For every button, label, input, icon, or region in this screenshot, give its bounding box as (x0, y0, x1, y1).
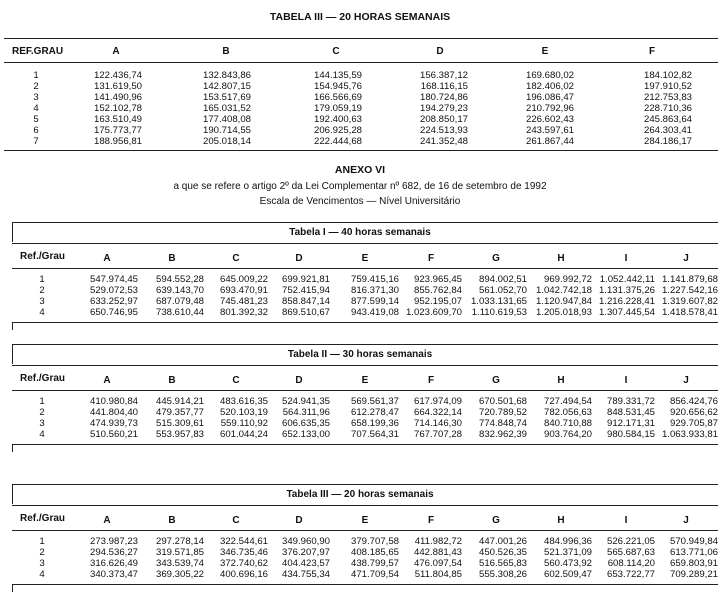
table-2-cell: 520.103,19 (219, 407, 268, 418)
table-1-cell: 1.307.445,54 (598, 307, 655, 318)
table-3-grau: 3 (39, 558, 45, 569)
table-2-cell: 664.322,14 (413, 407, 462, 418)
table-3-cell: 316.626,49 (89, 558, 138, 569)
table-3-cell: 653.722,77 (606, 569, 655, 580)
table-1-row-header: Ref./Grau (20, 251, 66, 262)
table-1-cell: 752.415,94 (281, 285, 330, 296)
table-2-cell: 929.705,87 (669, 418, 718, 429)
table-3-grau: 2 (39, 547, 45, 558)
table-3-cell: 526.221,05 (606, 536, 655, 547)
table-3-col-header: F (427, 515, 435, 526)
table-2-cell: 553.957,83 (155, 429, 204, 440)
table-3-cell: 709.289,21 (669, 569, 718, 580)
table-1-col-header: H (557, 253, 565, 264)
table-1-bottom-tick (12, 322, 13, 330)
top-table-cell: 166.566,69 (313, 92, 362, 103)
table-1-col-header: A (103, 253, 111, 264)
table-2-col-header: C (232, 375, 240, 386)
table-3-title: Tabela III — 20 horas semanais (286, 489, 434, 500)
table-3-rule-title (12, 505, 718, 506)
table-3-cell: 379.707,58 (350, 536, 399, 547)
table-3-cell: 602.509,47 (543, 569, 592, 580)
table-1-cell: 869.510,67 (281, 307, 330, 318)
top-table-cell: 197.910,52 (643, 81, 692, 92)
table-1-cell: 1.052.442,11 (599, 274, 655, 285)
table-1-cell: 858.847,14 (281, 296, 330, 307)
table-1-cell: 1.110.619,53 (471, 307, 527, 318)
top-table-cell: 224.513,93 (419, 125, 468, 136)
table-1-cell: 1.319.607,82 (661, 296, 718, 307)
table-3-col-header: H (557, 515, 565, 526)
top-table-cell: 192.400,63 (313, 114, 362, 125)
top-table-cell: 188.956,81 (93, 136, 142, 147)
table-3-cell: 511.804,85 (414, 569, 462, 580)
table-1-cell: 952.195,07 (413, 296, 462, 307)
table-1-cell: 687.079,48 (155, 296, 204, 307)
top-table-grau: 3 (33, 92, 39, 103)
table-3-cell: 404.423,57 (281, 558, 330, 569)
top-table-cell: 175.773,77 (93, 125, 142, 136)
table-2-cell: 479.357,77 (155, 407, 204, 418)
table-2-cell: 782.056,63 (543, 407, 592, 418)
table-1-cell: 816.371,30 (350, 285, 399, 296)
table-2-col-header: G (492, 375, 500, 386)
table-1-cell: 594.552,28 (155, 274, 204, 285)
top-table-cell: 177.408,08 (202, 114, 251, 125)
top-table-cell: 228.710,36 (643, 103, 692, 114)
top-table-cell: 180.724,86 (419, 92, 468, 103)
top-table-cell: 190.714,55 (202, 125, 251, 136)
table-1-cell: 1.131.375,26 (598, 285, 655, 296)
table-3-cell: 613.771,06 (669, 547, 718, 558)
top-table-cell: 222.444,68 (313, 136, 362, 147)
table-2-cell: 980.584,15 (606, 429, 655, 440)
top-table-cell: 208.850,17 (419, 114, 468, 125)
top-table-col-header: D (436, 46, 444, 57)
table-2-cell: 569.561,37 (350, 396, 399, 407)
top-table-grau: 4 (33, 103, 39, 114)
table-2-cell: 856.424,76 (669, 396, 718, 407)
top-table-cell: 163.510,49 (93, 114, 142, 125)
table-3-col-header: J (683, 515, 689, 526)
table-1-cell: 639.143,70 (155, 285, 204, 296)
table-2-cell: 920.656,62 (669, 407, 718, 418)
table-1-rule-header (12, 268, 718, 269)
table-1-cell: 1.216.228,41 (598, 296, 655, 307)
table-1-col-header: B (168, 253, 176, 264)
top-table-cell: 156.387,12 (419, 70, 468, 81)
table-2-cell: 483.616,35 (219, 396, 268, 407)
top-table-cell: 212.753,83 (643, 92, 692, 103)
table-2-cell: 474.939,73 (89, 418, 138, 429)
table-2-cell: 510.560,21 (89, 429, 138, 440)
table-1-rule-bottom (12, 322, 718, 323)
table-3-cell: 555.308,26 (478, 569, 527, 580)
table-3-cell: 369.305,22 (155, 569, 204, 580)
top-table-cell: 132.843,86 (202, 70, 251, 81)
table-2-col-header: H (557, 375, 565, 386)
top-table-cell: 243.597,61 (525, 125, 574, 136)
table-1-cell: 894.002,51 (478, 274, 527, 285)
table-1-rule-title (12, 243, 718, 244)
top-table-cell: 184.102,82 (643, 70, 692, 81)
top-table-col-header: B (222, 46, 230, 57)
table-2-cell: 612.278,47 (350, 407, 399, 418)
table-2-cell: 720.789,52 (478, 407, 527, 418)
top-table-cell: 168.116,15 (420, 81, 468, 92)
top-table-cell: 241.352,48 (419, 136, 468, 147)
table-3-col-header: G (492, 515, 500, 526)
table-3-grau: 4 (39, 569, 45, 580)
table-1-cell: 855.762,84 (413, 285, 462, 296)
table-3-cell: 319.571,85 (155, 547, 204, 558)
top-table-title: TABELA III — 20 HORAS SEMANAIS (269, 11, 451, 23)
table-1-cell: 1.141.879,68 (661, 274, 718, 285)
table-3-cell: 297.278,14 (155, 536, 204, 547)
top-table-cell: 179.059,19 (313, 103, 362, 114)
table-3-col-header: E (361, 515, 369, 526)
top-table-cell: 154.945,76 (313, 81, 362, 92)
table-3-cell: 565.687,63 (606, 547, 655, 558)
table-2-cell: 789.331,72 (606, 396, 655, 407)
table-1-grau: 2 (39, 285, 45, 296)
table-1-col-header: I (624, 253, 628, 264)
table-3-cell: 400.696,16 (219, 569, 268, 580)
top-table-cell: 142.807,15 (202, 81, 251, 92)
table-2-cell: 774.848,74 (478, 418, 527, 429)
table-3-cell: 476.097,54 (413, 558, 462, 569)
top-table-col-header: F (648, 46, 656, 57)
table-2-cell: 707.564,31 (350, 429, 399, 440)
table-3-cell: 570.949,84 (669, 536, 718, 547)
top-table-cell: 122.436,74 (93, 70, 142, 81)
table-1-cell: 699.921,81 (281, 274, 330, 285)
table-3-cell: 659.803,91 (669, 558, 718, 569)
table-1-col-header: G (492, 253, 500, 264)
table-3-grau: 1 (39, 536, 45, 547)
annex-heading: ANEXO VI (334, 164, 386, 176)
top-table-row-header: REF.GRAU (12, 46, 64, 57)
table-2-cell: 727.494,54 (543, 396, 592, 407)
table-1-cell: 1.023.609,70 (405, 307, 462, 318)
table-3-col-header: C (232, 515, 240, 526)
table-1-cell: 738.610,44 (155, 307, 204, 318)
table-1-cell: 745.481,23 (219, 296, 268, 307)
top-table-grau: 7 (33, 136, 39, 147)
table-1-cell: 1.227.542,16 (661, 285, 718, 296)
table-2-title: Tabela II — 30 horas semanais (287, 349, 433, 360)
table-1-cell: 547.974,45 (89, 274, 138, 285)
table-2-bottom-tick (12, 444, 13, 452)
table-2-col-header: D (295, 375, 303, 386)
top-table-rule-bottom (4, 150, 718, 151)
table-2-cell: 848.531,45 (606, 407, 655, 418)
table-1-grau: 4 (39, 307, 45, 318)
table-3-cell: 434.755,34 (281, 569, 330, 580)
table-3-cell: 343.539,74 (155, 558, 204, 569)
table-1-rule-top (12, 222, 718, 223)
table-1-col-header: F (427, 253, 435, 264)
table-2-col-header: I (624, 375, 628, 386)
top-table-cell: 205.018,14 (202, 136, 251, 147)
table-3-col-header: B (168, 515, 176, 526)
table-1-cell: 969.992,72 (543, 274, 592, 285)
top-table-cell: 165.031,52 (202, 103, 251, 114)
table-1-grau: 1 (39, 274, 45, 285)
table-1-col-header: D (295, 253, 303, 264)
annex-scale-description: Escala de Vencimentos — Nível Universitário (259, 196, 461, 207)
top-table-col-header: E (541, 46, 549, 57)
table-3-cell: 346.735,46 (219, 547, 268, 558)
top-table-grau: 6 (33, 125, 39, 136)
table-1-cell: 650.746,95 (89, 307, 138, 318)
top-table-col-header: C (332, 46, 340, 57)
table-3-cell: 442.881,43 (413, 547, 462, 558)
table-2-grau: 3 (39, 418, 45, 429)
table-1-cell: 759.415,16 (350, 274, 399, 285)
table-1-cell: 877.599,14 (350, 296, 399, 307)
table-2-cell: 652.133,00 (281, 429, 330, 440)
top-table-cell: 141.490,96 (93, 92, 142, 103)
table-2-rule-bottom (12, 444, 718, 445)
table-3-col-header: I (624, 515, 628, 526)
table-2-cell: 714.146,30 (413, 418, 462, 429)
table-3-cell: 273.987,23 (89, 536, 138, 547)
table-2-cell: 515.309,61 (155, 418, 204, 429)
table-2-cell: 767.707,28 (413, 429, 462, 440)
top-table-cell: 194.279,23 (419, 103, 468, 114)
table-2-cell: 445.914,21 (155, 396, 204, 407)
table-3-row-header: Ref./Grau (20, 513, 66, 524)
table-2-cell: 832.962,39 (478, 429, 527, 440)
top-table-cell: 169.680,02 (525, 70, 574, 81)
table-3-cell: 411.982,72 (414, 536, 462, 547)
table-3-cell: 450.526,35 (478, 547, 527, 558)
table-1-cell: 1.120.947,84 (535, 296, 592, 307)
table-2-cell: 559.110,92 (220, 418, 268, 429)
table-1-cell: 693.470,91 (219, 285, 268, 296)
table-3-cell: 372.740,62 (219, 558, 268, 569)
table-3-cell: 560.473,92 (543, 558, 592, 569)
table-2-rule-title (12, 365, 718, 366)
table-1-title: Tabela I — 40 horas semanais (289, 227, 431, 238)
table-2-cell: 410.980,84 (89, 396, 138, 407)
table-2-col-header: A (103, 375, 111, 386)
table-1-cell: 923.965,45 (413, 274, 462, 285)
top-table-cell: 245.863,64 (643, 114, 692, 125)
table-3-col-header: D (295, 515, 303, 526)
annex-law-reference: a que se refere o artigo 2º da Lei Complementar nº 682, de 16 de setembro de 1992 (173, 181, 547, 192)
table-1-cell: 1.033.131,65 (470, 296, 527, 307)
table-2-cell: 601.044,24 (219, 429, 268, 440)
top-table-cell: 131.619,50 (93, 81, 142, 92)
table-3-cell: 471.709,54 (350, 569, 399, 580)
table-1-col-header: E (361, 253, 369, 264)
table-2-col-header: B (168, 375, 176, 386)
table-3-cell: 294.536,27 (89, 547, 138, 558)
table-3-rule-bottom (12, 584, 718, 585)
table-1-cell: 943.419,08 (350, 307, 399, 318)
table-1-grau: 3 (39, 296, 45, 307)
table-2-grau: 1 (39, 396, 45, 407)
top-table-cell: 210.792,96 (525, 103, 574, 114)
table-1-cell: 1.418.578,41 (661, 307, 718, 318)
table-3-cell: 608.114,20 (607, 558, 655, 569)
table-3-col-header: A (103, 515, 111, 526)
table-1-cell: 801.392,32 (219, 307, 268, 318)
top-table-cell: 144.135,59 (313, 70, 362, 81)
table-2-rule-top (12, 344, 718, 345)
table-3-cell: 322.544,61 (219, 536, 268, 547)
table-2-col-header: F (427, 375, 435, 386)
table-2-grau: 4 (39, 429, 45, 440)
table-2-col-header: J (683, 375, 689, 386)
table-2-cell: 840.710,88 (543, 418, 592, 429)
table-3-cell: 484.996,36 (543, 536, 592, 547)
top-table-cell: 196.086,47 (525, 92, 574, 103)
table-2-cell: 606.635,35 (281, 418, 330, 429)
table-2-rule-header (12, 390, 718, 391)
table-2-cell: 1.063.933,81 (661, 429, 718, 440)
top-table-cell: 264.303,41 (643, 125, 692, 136)
table-3-cell: 447.001,26 (478, 536, 527, 547)
table-2-cell: 903.764,20 (543, 429, 592, 440)
table-1-cell: 561.052,70 (478, 285, 527, 296)
table-3-cell: 408.185,65 (350, 547, 399, 558)
table-2-cell: 564.311,96 (282, 407, 330, 418)
table-1-cell: 1.042.742,18 (535, 285, 592, 296)
top-table-cell: 226.602,43 (525, 114, 574, 125)
table-3-cell: 521.371,09 (543, 547, 592, 558)
table-1-cell: 633.252,97 (89, 296, 138, 307)
top-table-cell: 152.102,78 (93, 103, 142, 114)
top-table-col-header: A (112, 46, 120, 57)
table-3-cell: 376.207,97 (281, 547, 330, 558)
top-table-grau: 5 (33, 114, 39, 125)
table-2-row-header: Ref./Grau (20, 373, 66, 384)
table-3-cell: 438.799,57 (350, 558, 399, 569)
top-table-cell: 153.517,69 (202, 92, 251, 103)
table-1-cell: 645.009,22 (219, 274, 268, 285)
top-table-cell: 182.406,02 (525, 81, 574, 92)
top-table-cell: 261.867,44 (525, 136, 574, 147)
table-3-rule-top (12, 484, 718, 485)
table-1-col-header: C (232, 253, 240, 264)
table-2-cell: 617.974,09 (413, 396, 462, 407)
top-table-rule-top (4, 38, 718, 39)
table-3-bottom-tick (12, 584, 13, 592)
table-2-cell: 658.199,36 (350, 418, 399, 429)
top-table-cell: 284.186,17 (643, 136, 692, 147)
top-table-grau: 2 (33, 81, 39, 92)
table-3-rule-header (12, 530, 718, 531)
table-3-cell: 349.960,90 (281, 536, 330, 547)
table-2-cell: 524.941,35 (281, 396, 330, 407)
top-table-cell: 206.925,28 (313, 125, 362, 136)
table-2-grau: 2 (39, 407, 45, 418)
table-2-cell: 670.501,68 (478, 396, 527, 407)
top-table-rule-mid (4, 62, 718, 63)
table-2-cell: 441.804,40 (89, 407, 138, 418)
table-2-col-header: E (361, 375, 369, 386)
table-1-col-header: J (683, 253, 689, 264)
table-3-cell: 340.373,47 (89, 569, 138, 580)
top-table-grau: 1 (33, 70, 39, 81)
table-1-cell: 529.072,53 (89, 285, 138, 296)
table-1-cell: 1.205.018,93 (535, 307, 592, 318)
table-3-cell: 516.565,83 (478, 558, 527, 569)
table-2-cell: 912.171,31 (606, 418, 655, 429)
